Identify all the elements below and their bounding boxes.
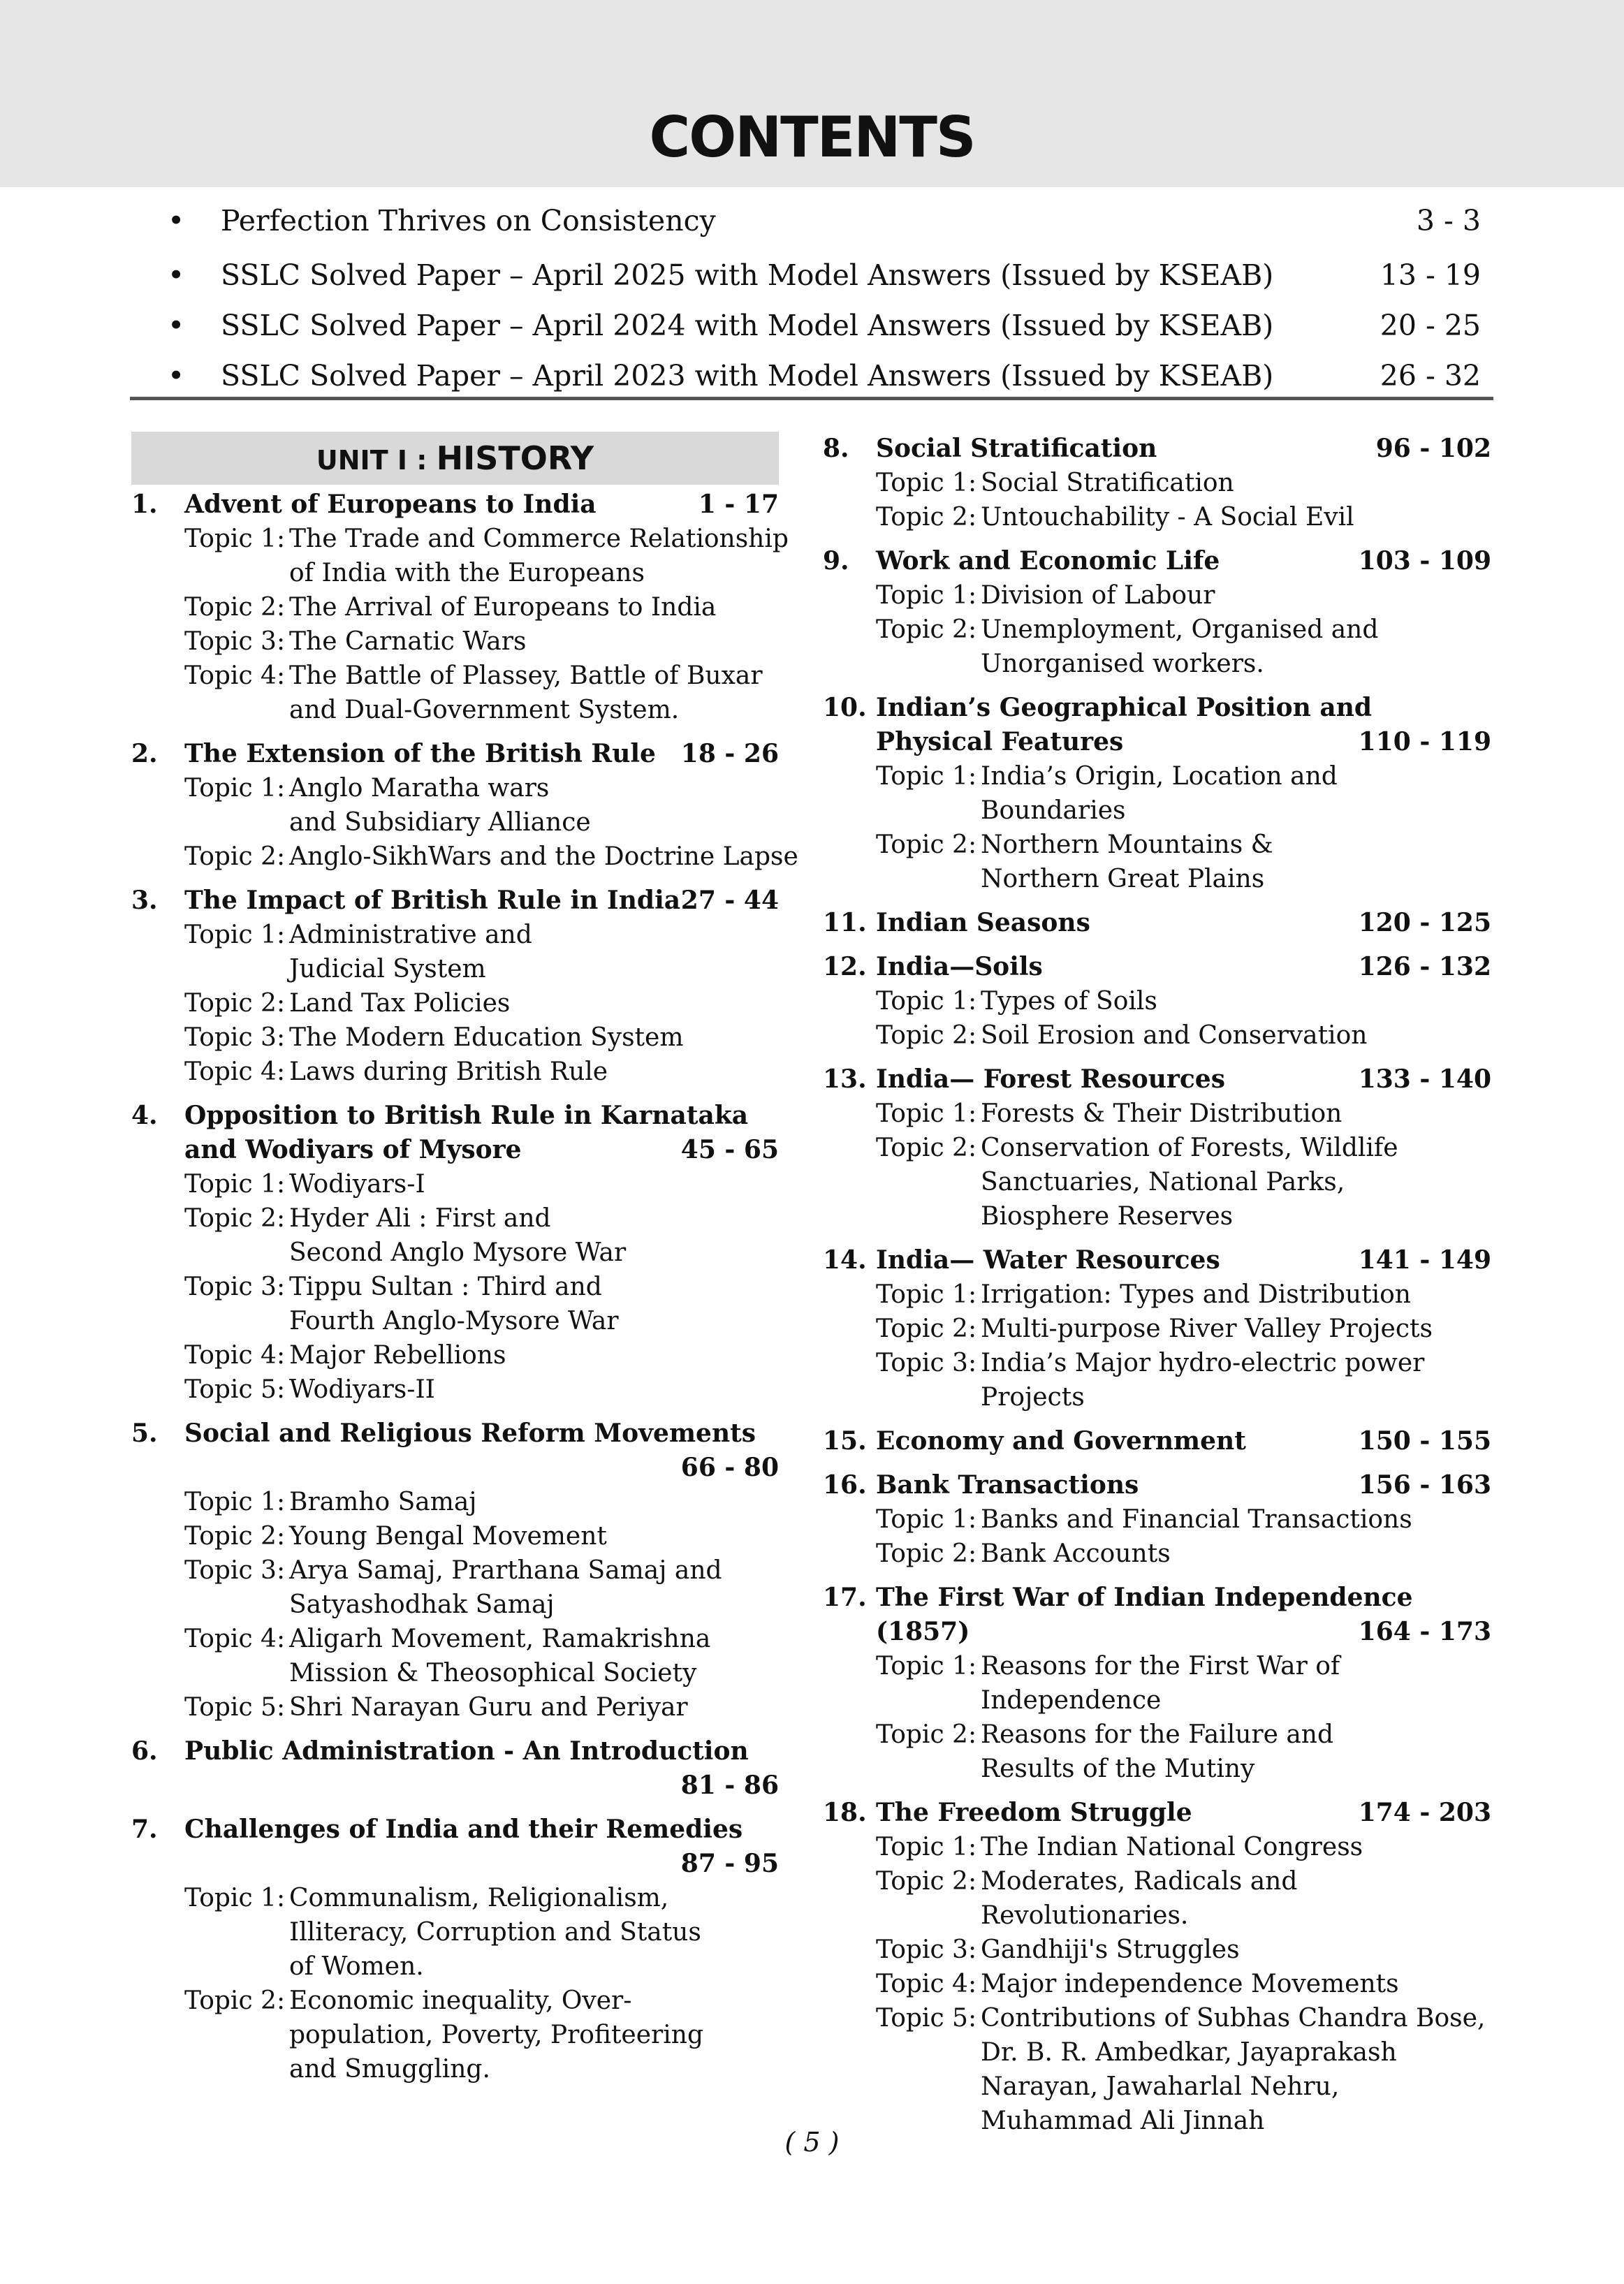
chapter-pages: 1 - 17 (698, 490, 779, 519)
chapter-number: 10. (823, 693, 867, 722)
topic-label: Topic 1: (184, 1884, 286, 1912)
page-title: CONTENTS (649, 105, 975, 170)
topic-title-line: India’s Major hydro-electric power (981, 1349, 1425, 1377)
chapter-heading (131, 1099, 779, 1167)
topic-title-line: Major independence Movements (981, 1970, 1399, 1998)
topic-title-line: Arya Samaj, Prarthana Samaj and (289, 1556, 722, 1585)
chapter-title-line: Work and Economic Life (876, 546, 1220, 576)
topic-entry[interactable] (131, 918, 779, 986)
topic-label: Topic 3: (184, 1273, 286, 1301)
topic-title-line: Division of Labour (981, 581, 1215, 610)
topic-title-line: Northern Mountains & (981, 830, 1273, 859)
page-number: ( 5 ) (784, 2127, 840, 2158)
topic-label: Topic 2: (184, 1522, 286, 1551)
topic-label: Topic 1: (184, 1488, 286, 1516)
chapter-heading (823, 1424, 1491, 1458)
chapter-pages: 141 - 149 (1358, 1245, 1491, 1275)
front-matter-label: Perfection Thrives on Consistency (221, 204, 716, 237)
topic-entry[interactable] (131, 771, 779, 840)
front-matter-item[interactable] (168, 351, 1481, 401)
chapter-title-line: India— Water Resources (876, 1245, 1220, 1275)
chapter-title-line: Social and Religious Reform Movements (184, 1419, 756, 1448)
topic-entry[interactable] (823, 1830, 1491, 1864)
topic-label: Topic 2: (876, 1021, 977, 1050)
toc-column-left (131, 432, 798, 2096)
chapter-heading (823, 1243, 1491, 1278)
topic-entry[interactable] (823, 1502, 1491, 1537)
topic-entry[interactable] (131, 1372, 779, 1407)
section-divider (130, 397, 1493, 400)
bullet-icon: • (168, 359, 185, 393)
topic-label: Topic 5: (184, 1375, 286, 1404)
topic-entry[interactable] (131, 840, 798, 874)
topic-label: Topic 3: (184, 627, 286, 656)
topic-entry[interactable] (823, 1649, 1491, 1718)
topic-entry[interactable] (131, 1167, 779, 1201)
topic-title-line: Illiteracy, Corruption and Status (289, 1918, 701, 1947)
front-matter-pages: 26 - 32 (1380, 359, 1481, 393)
topic-label: Topic 1: (184, 525, 286, 553)
topic-title-line: Northern Great Plains (981, 865, 1265, 893)
chapter-title-line: Challenges of India and their Remedies (184, 1815, 743, 1844)
topic-title-line: Anglo-SikhWars and the Doctrine Lapse (289, 842, 798, 871)
topic-entry[interactable] (131, 1519, 779, 1553)
chapter-pages: 103 - 109 (1358, 546, 1491, 576)
front-matter-pages: 3 - 3 (1416, 204, 1481, 237)
topic-title-line: Aligarh Movement, Ramakrishna (289, 1625, 711, 1653)
bullet-icon: • (168, 309, 185, 342)
topic-title-line: Shri Narayan Guru and Periyar (289, 1693, 688, 1722)
topic-title-line: Second Anglo Mysore War (289, 1238, 627, 1267)
chapter-number: 16. (823, 1470, 867, 1500)
topic-label: Topic 1: (876, 987, 977, 1016)
topic-title-line: Untouchability - A Social Evil (981, 503, 1354, 532)
chapter-heading (131, 737, 779, 771)
chapter-heading (131, 1813, 779, 1881)
chapter-heading (131, 1416, 779, 1485)
topic-label: Topic 1: (876, 762, 977, 791)
topic-entry[interactable] (823, 1278, 1491, 1312)
topic-title-line: Unemployment, Organised and (981, 615, 1379, 644)
chapter-pages: 27 - 44 (680, 886, 779, 915)
unit-name: HISTORY (436, 439, 594, 477)
topic-entry[interactable] (823, 578, 1491, 613)
topic-label: Topic 2: (184, 593, 286, 622)
chapter-title-line: Social Stratification (876, 434, 1157, 463)
topic-entry[interactable] (131, 659, 779, 727)
topic-label: Topic 2: (876, 1539, 977, 1568)
topic-title-line: of Women. (289, 1952, 424, 1981)
chapter-number: 17. (823, 1583, 867, 1612)
topic-entry[interactable] (131, 522, 789, 590)
chapter-pages: 81 - 86 (680, 1771, 779, 1800)
topic-label: Topic 3: (184, 1023, 286, 1052)
topic-label: Topic 1: (184, 1170, 286, 1199)
chapter-title-line: Opposition to British Rule in Karnataka (184, 1101, 749, 1130)
chapter-entry[interactable] (823, 906, 1491, 940)
topic-entry[interactable] (823, 1346, 1491, 1414)
chapter-entry[interactable] (823, 1796, 1491, 2138)
topic-entry[interactable] (823, 1018, 1491, 1053)
topic-label: Topic 1: (876, 1833, 977, 1861)
topic-title-line: population, Poverty, Profiteering (289, 2021, 703, 2049)
topic-title-line: Soil Erosion and Conservation (981, 1021, 1368, 1050)
chapter-pages: 66 - 80 (680, 1453, 779, 1482)
topic-label: Topic 3: (876, 1935, 977, 1964)
topic-label: Topic 1: (876, 1280, 977, 1309)
topic-label: Topic 1: (876, 581, 977, 610)
chapter-number: 9. (823, 546, 849, 576)
topic-entry[interactable] (823, 1537, 1491, 1571)
topic-entry[interactable] (823, 1967, 1491, 2001)
topic-title-line: Laws during British Rule (289, 1057, 608, 1086)
chapter-title-line: India— Forest Resources (876, 1064, 1225, 1094)
chapter-title-line: and Wodiyars of Mysore (184, 1135, 522, 1164)
topic-title-line: Biosphere Reserves (981, 1202, 1234, 1231)
topic-entry[interactable] (131, 1881, 779, 1984)
topic-label: Topic 5: (876, 2004, 977, 2033)
chapter-title-line: Public Administration - An Introduction (184, 1736, 749, 1766)
topic-title-line: Forests & Their Distribution (981, 1099, 1343, 1128)
topic-title-line: The Trade and Commerce Relationship (289, 525, 789, 553)
chapter-title-line: The Freedom Struggle (876, 1798, 1192, 1827)
chapter-entry[interactable] (131, 1099, 779, 1407)
topic-title-line: Reasons for the Failure and (981, 1720, 1334, 1749)
chapter-title-line: The Impact of British Rule in India (184, 886, 681, 915)
topic-title-line: Projects (981, 1383, 1085, 1412)
chapter-number: 1. (131, 490, 158, 519)
topic-label: Topic 1: (184, 921, 286, 949)
topic-title-line: Administrative and (289, 921, 532, 949)
topic-entry[interactable] (131, 986, 779, 1020)
topic-entry[interactable] (823, 759, 1491, 828)
topic-title-line: Communalism, Religionalism, (289, 1884, 669, 1912)
chapter-number: 4. (131, 1101, 158, 1130)
unit-banner (131, 432, 779, 485)
topic-entry[interactable] (131, 1984, 779, 2086)
topic-label: Topic 5: (184, 1693, 286, 1722)
topic-title-line: Economic inequality, Over- (289, 1986, 632, 2015)
chapter-heading (823, 1468, 1491, 1502)
chapter-entry[interactable] (823, 691, 1491, 896)
chapter-number: 15. (823, 1426, 867, 1456)
topic-label: Topic 2: (184, 1204, 286, 1233)
topic-title-line: Moderates, Radicals and (981, 1867, 1298, 1896)
topic-title-line: Boundaries (981, 796, 1126, 825)
chapter-entry[interactable] (131, 884, 779, 1089)
topic-entry[interactable] (823, 613, 1491, 681)
chapter-entry[interactable] (823, 1424, 1491, 1458)
topic-entry[interactable] (131, 1055, 779, 1089)
chapter-heading (823, 1581, 1491, 1649)
chapter-pages: 174 - 203 (1358, 1798, 1491, 1827)
topic-entry[interactable] (131, 1338, 779, 1372)
topic-title-line: Wodiyars-I (289, 1170, 425, 1199)
topic-entry[interactable] (823, 984, 1491, 1018)
topic-label: Topic 4: (876, 1970, 977, 1998)
front-matter-label: SSLC Solved Paper – April 2023 with Model Answers (Issued by KSEAB) (221, 359, 1274, 393)
front-matter-item[interactable] (168, 300, 1481, 351)
topic-entry[interactable] (131, 1201, 779, 1270)
chapter-title-line: Economy and Government (876, 1426, 1246, 1456)
topic-title-line: of India with the Europeans (289, 559, 645, 587)
topic-title-line: The Battle of Plassey, Battle of Buxar (289, 661, 763, 690)
chapter-pages: 156 - 163 (1358, 1470, 1491, 1500)
bullet-icon: • (168, 258, 185, 292)
topic-title-line: Reasons for the First War of (981, 1652, 1340, 1681)
chapter-entry[interactable] (131, 488, 789, 727)
topic-label: Topic 1: (876, 469, 977, 497)
topic-title-line: Gandhiji's Struggles (981, 1935, 1240, 1964)
chapter-heading (823, 950, 1491, 984)
chapter-heading (823, 906, 1491, 940)
topic-title-line: Types of Soils (981, 987, 1157, 1016)
chapter-pages: 18 - 26 (680, 739, 779, 768)
chapter-pages: 150 - 155 (1358, 1426, 1491, 1456)
chapter-heading (823, 691, 1491, 759)
topic-label: Topic 2: (876, 830, 977, 859)
chapter-pages: 120 - 125 (1358, 908, 1491, 937)
topic-label: Topic 3: (184, 1556, 286, 1585)
topic-title-line: Results of the Mutiny (981, 1755, 1255, 1783)
front-matter-pages: 13 - 19 (1380, 258, 1481, 292)
topic-entry[interactable] (823, 2001, 1491, 2138)
topic-entry[interactable] (823, 466, 1491, 500)
chapter-entry[interactable] (823, 1581, 1491, 1786)
topic-label: Topic 4: (184, 1625, 286, 1653)
chapter-title-line: (1857) (876, 1617, 970, 1646)
topic-entry[interactable] (131, 1690, 779, 1725)
topic-title-line: Banks and Financial Transactions (981, 1505, 1412, 1534)
chapter-heading (131, 1734, 779, 1803)
topic-entry[interactable] (131, 1553, 779, 1622)
toc-column-right (823, 432, 1491, 2148)
topic-title-line: Satyashodhak Samaj (289, 1590, 555, 1619)
topic-entry[interactable] (823, 1097, 1491, 1131)
topic-title-line: Tippu Sultan : Third and (289, 1273, 602, 1301)
chapter-number: 2. (131, 739, 158, 768)
front-matter-item[interactable] (168, 250, 1481, 300)
topic-entry[interactable] (131, 1270, 779, 1338)
chapter-pages: 126 - 132 (1358, 952, 1491, 981)
topic-label: Topic 2: (876, 615, 977, 644)
topic-title-line: Social Stratification (981, 469, 1234, 497)
topic-entry[interactable] (823, 1131, 1491, 1233)
topic-title-line: Sanctuaries, National Parks, (981, 1168, 1345, 1196)
chapter-heading (823, 1796, 1491, 1830)
chapter-number: 3. (131, 886, 158, 915)
topic-title-line: Revolutionaries. (981, 1901, 1189, 1930)
chapter-heading (131, 488, 779, 522)
topic-title-line: Narayan, Jawaharlal Nehru, (981, 2072, 1340, 2101)
topic-title-line: and Dual-Government System. (289, 696, 680, 724)
chapter-title-line: Bank Transactions (876, 1470, 1139, 1500)
topic-title-line: Contributions of Subhas Chandra Bose, (981, 2004, 1486, 2033)
topic-label: Topic 2: (876, 503, 977, 532)
bullet-icon: • (168, 204, 185, 237)
topic-title-line: The Indian National Congress (981, 1833, 1363, 1861)
unit-prefix: UNIT I : (316, 445, 437, 476)
topic-title-line: Wodiyars-II (289, 1375, 435, 1404)
topic-label: Topic 1: (184, 774, 286, 803)
chapter-entry[interactable] (131, 1734, 779, 1803)
chapter-pages: 164 - 173 (1358, 1617, 1491, 1646)
chapter-number: 8. (823, 434, 849, 463)
topic-title-line: Fourth Anglo-Mysore War (289, 1307, 619, 1335)
topic-title-line: Dr. B. R. Ambedkar, Jayaprakash (981, 2038, 1397, 2067)
chapter-title-line: The Extension of the British Rule (184, 739, 656, 768)
topic-title-line: Muhammad Ali Jinnah (981, 2107, 1265, 2135)
topic-title-line: Irrigation: Types and Distribution (981, 1280, 1411, 1309)
topic-label: Topic 2: (876, 1867, 977, 1896)
chapter-pages: 87 - 95 (680, 1849, 779, 1878)
topic-title-line: Independence (981, 1686, 1162, 1715)
front-matter-label: SSLC Solved Paper – April 2025 with Model Answers (Issued by KSEAB) (221, 258, 1274, 292)
chapter-pages: 45 - 65 (680, 1135, 779, 1164)
chapter-number: 12. (823, 952, 867, 981)
topic-title-line: Hyder Ali : First and (289, 1204, 551, 1233)
topic-label: Topic 1: (876, 1505, 977, 1534)
topic-title-line: Anglo Maratha wars (289, 774, 550, 803)
front-matter-item[interactable] (168, 196, 1481, 246)
topic-entry[interactable] (823, 500, 1491, 534)
topic-title-line: Land Tax Policies (289, 989, 511, 1018)
chapter-entry[interactable] (823, 544, 1491, 681)
chapter-number: 11. (823, 908, 867, 937)
topic-entry[interactable] (823, 1312, 1491, 1346)
chapter-entry[interactable] (823, 950, 1491, 1053)
topic-title-line: Major Rebellions (289, 1341, 506, 1370)
chapter-heading (823, 432, 1491, 466)
topic-entry[interactable] (823, 1718, 1491, 1786)
chapter-heading (131, 884, 779, 918)
topic-title-line: and Subsidiary Alliance (289, 808, 591, 837)
topic-label: Topic 3: (876, 1349, 977, 1377)
chapter-entry[interactable] (823, 1243, 1491, 1414)
topic-entry[interactable] (823, 1933, 1491, 1967)
topic-title-line: Multi-purpose River Valley Projects (981, 1315, 1433, 1343)
chapter-pages: 96 - 102 (1375, 434, 1491, 463)
topic-title-line: Judicial System (289, 955, 486, 983)
topic-label: Topic 1: (876, 1652, 977, 1681)
topic-title-line: Unorganised workers. (981, 650, 1264, 678)
chapter-number: 14. (823, 1245, 867, 1275)
topic-label: Topic 4: (184, 1341, 286, 1370)
chapter-entry[interactable] (131, 1813, 779, 2086)
topic-label: Topic 4: (184, 1057, 286, 1086)
topic-title-line: The Modern Education System (289, 1023, 684, 1052)
front-matter-pages: 20 - 25 (1380, 309, 1481, 342)
chapter-title-line: Advent of Europeans to India (184, 490, 597, 519)
topic-label: Topic 2: (184, 842, 286, 871)
topic-title-line: Bramho Samaj (289, 1488, 477, 1516)
topic-title-line: The Carnatic Wars (289, 627, 527, 656)
topic-entry[interactable] (131, 624, 779, 659)
topic-label: Topic 1: (876, 1099, 977, 1128)
chapter-number: 7. (131, 1815, 158, 1844)
chapter-entry[interactable] (823, 432, 1491, 534)
topic-title-line: India’s Origin, Location and (981, 762, 1338, 791)
chapter-heading (823, 1062, 1491, 1097)
topic-entry[interactable] (823, 828, 1491, 896)
topic-label: Topic 2: (876, 1134, 977, 1162)
topic-title-line: The Arrival of Europeans to India (289, 593, 717, 622)
chapter-title-line: India—Soils (876, 952, 1043, 981)
chapter-entry[interactable] (823, 1062, 1491, 1233)
chapter-entry[interactable] (823, 1468, 1491, 1571)
chapter-heading (823, 544, 1491, 578)
chapter-number: 18. (823, 1798, 867, 1827)
topic-label: Topic 2: (184, 989, 286, 1018)
chapter-entry[interactable] (131, 1416, 779, 1725)
topic-entry[interactable] (131, 590, 779, 624)
chapter-title-line: Physical Features (876, 727, 1124, 756)
chapter-entry[interactable] (131, 737, 798, 874)
chapter-title-line: The First War of Indian Independence (876, 1583, 1413, 1612)
topic-entry[interactable] (131, 1622, 779, 1690)
chapter-pages: 110 - 119 (1358, 727, 1491, 756)
chapter-number: 5. (131, 1419, 158, 1448)
topic-label: Topic 2: (876, 1720, 977, 1749)
topic-entry[interactable] (131, 1020, 779, 1055)
chapter-title-line: Indian’s Geographical Position and (876, 693, 1373, 722)
chapter-number: 13. (823, 1064, 867, 1094)
front-matter-label: SSLC Solved Paper – April 2024 with Model Answers (Issued by KSEAB) (221, 309, 1274, 342)
topic-title-line: Young Bengal Movement (289, 1522, 607, 1551)
chapter-pages: 133 - 140 (1358, 1064, 1491, 1094)
topic-title-line: Mission & Theosophical Society (289, 1659, 697, 1688)
chapter-title-line: Indian Seasons (876, 908, 1090, 937)
topic-label: Topic 4: (184, 661, 286, 690)
front-matter-list (168, 196, 1481, 401)
chapter-number: 6. (131, 1736, 158, 1766)
topic-title-line: Conservation of Forests, Wildlife (981, 1134, 1398, 1162)
topic-title-line: Bank Accounts (981, 1539, 1171, 1568)
topic-title-line: and Smuggling. (289, 2055, 490, 2084)
topic-entry[interactable] (823, 1864, 1491, 1933)
topic-entry[interactable] (131, 1485, 779, 1519)
topic-label: Topic 2: (876, 1315, 977, 1343)
topic-label: Topic 2: (184, 1986, 286, 2015)
